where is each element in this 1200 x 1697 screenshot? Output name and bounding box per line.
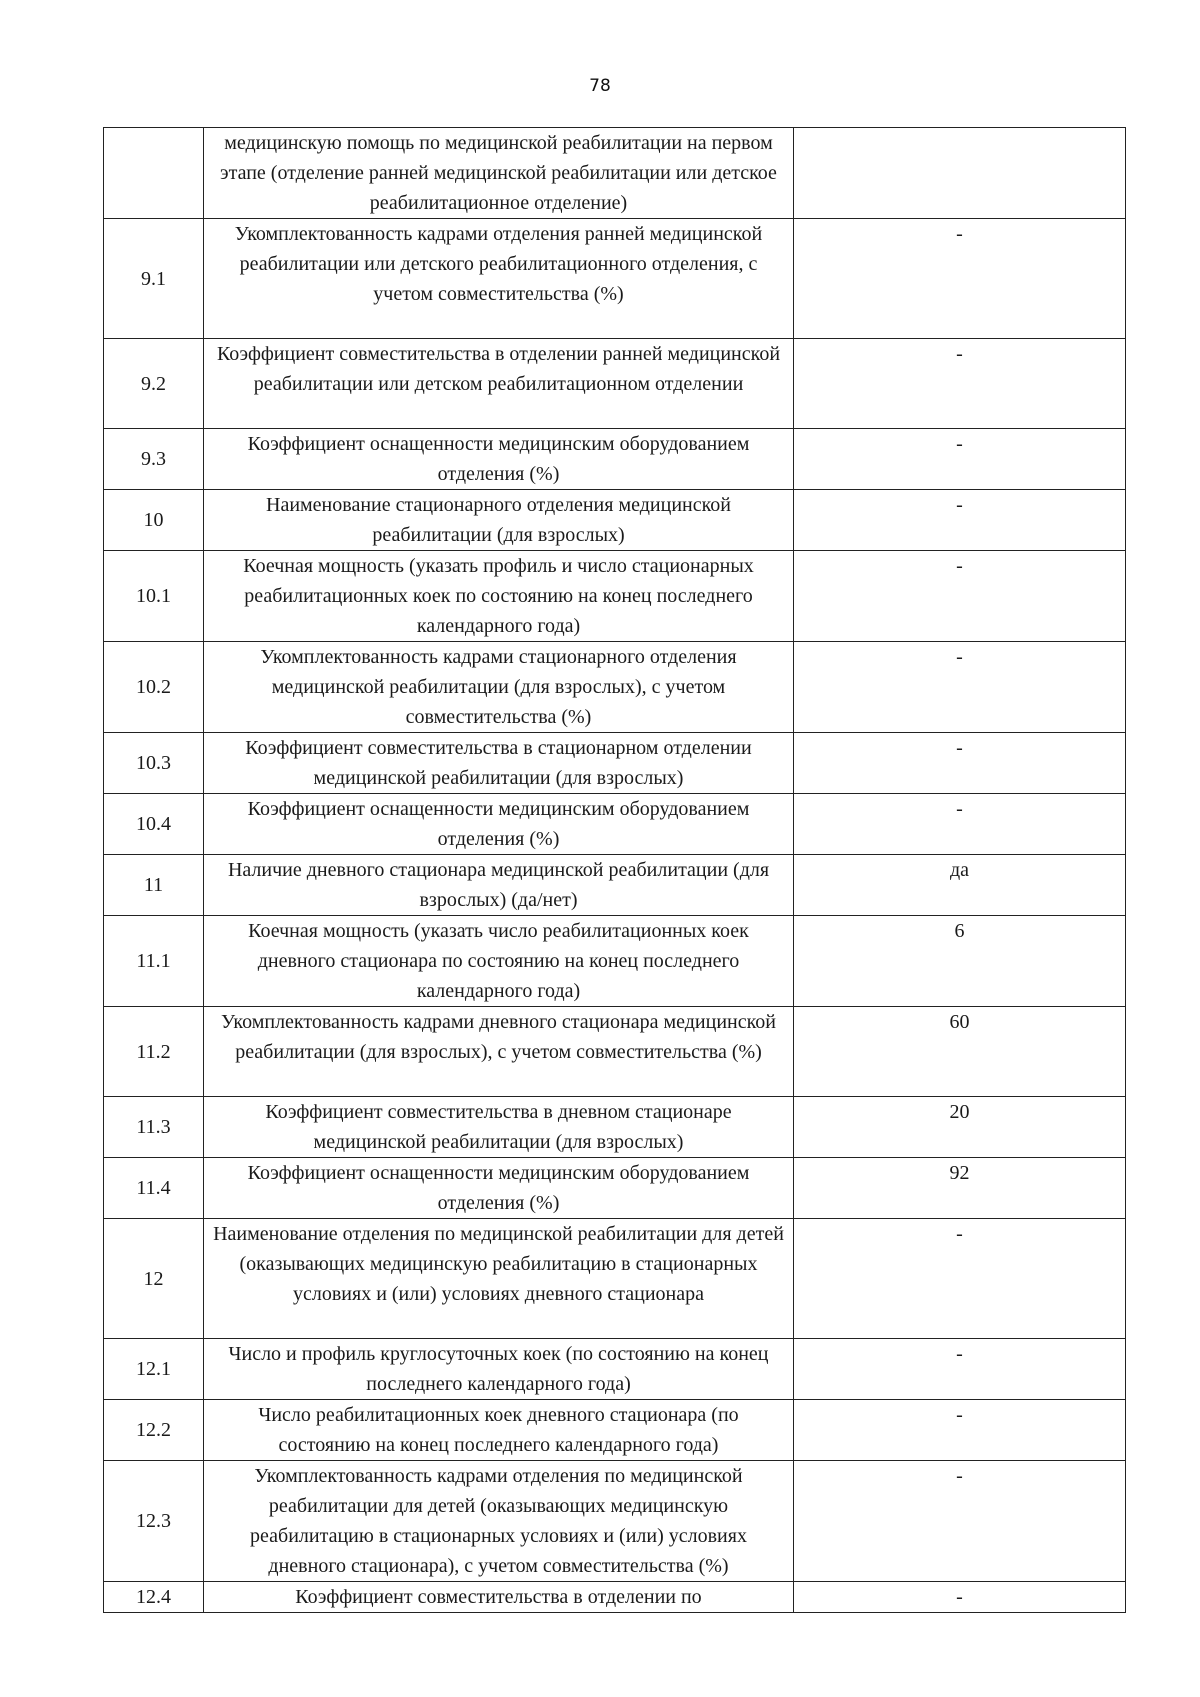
table-row	[104, 855, 1126, 916]
row-value: 60	[794, 1007, 1126, 1097]
row-number: 10	[104, 490, 204, 551]
row-value: 92	[794, 1158, 1126, 1219]
row-description: Коэффициент совместительства в отделении ранней медицинской реабилитации или детском реабилитационном отделении	[204, 339, 794, 429]
row-description: Коэффициент совместительства в дневном стационаре медицинской реабилитации (для взрослых)	[204, 1097, 794, 1158]
row-description: Коэффициент совместительства в стационарном отделении медицинской реабилитации (для взрослых)	[204, 733, 794, 794]
table-row	[104, 339, 1126, 429]
row-number: 10.3	[104, 733, 204, 794]
row-number	[104, 128, 204, 219]
row-value: -	[794, 1339, 1126, 1400]
row-description: Число реабилитационных коек дневного стационара (по состоянию на конец последнего календарного года)	[204, 1400, 794, 1461]
table-row	[104, 1219, 1126, 1339]
table-row	[104, 1582, 1126, 1613]
row-value: -	[794, 339, 1126, 429]
row-description: Коэффициент оснащенности медицинским оборудованием отделения (%)	[204, 429, 794, 490]
table-row	[104, 219, 1126, 339]
table-row	[104, 1097, 1126, 1158]
row-value: -	[794, 219, 1126, 339]
row-value: -	[794, 1400, 1126, 1461]
row-number: 12.4	[104, 1582, 204, 1613]
row-description: Укомплектованность кадрами дневного стационара медицинской реабилитации (для взрослых), с учетом совместительства (%)	[204, 1007, 794, 1097]
row-description: медицинскую помощь по медицинской реабилитации на первом этапе (отделение ранней медицинской реабилитации или детское реабилитационное отделение)	[204, 128, 794, 219]
row-description: Коэффициент оснащенности медицинским оборудованием отделения (%)	[204, 794, 794, 855]
row-number: 12.3	[104, 1461, 204, 1582]
row-number: 12.1	[104, 1339, 204, 1400]
table-row	[104, 733, 1126, 794]
row-value: -	[794, 551, 1126, 642]
table-row	[104, 916, 1126, 1007]
row-number: 11.4	[104, 1158, 204, 1219]
row-value: -	[794, 642, 1126, 733]
row-description: Укомплектованность кадрами отделения по медицинской реабилитации для детей (оказывающих медицинскую реабилитацию в стационарных условиях и (или) условиях дневного стационара), с учетом совместительства (%)	[204, 1461, 794, 1582]
row-description: Укомплектованность кадрами отделения ранней медицинской реабилитации или детского реабилитационного отделения, с учетом совместительства (%)	[204, 219, 794, 339]
row-description: Коэффициент совместительства в отделении по	[204, 1582, 794, 1613]
row-description: Наименование отделения по медицинской реабилитации для детей (оказывающих медицинскую реабилитацию в стационарных условиях и (или) условиях дневного стационара	[204, 1219, 794, 1339]
row-number: 9.3	[104, 429, 204, 490]
row-value: -	[794, 490, 1126, 551]
row-number: 11.1	[104, 916, 204, 1007]
row-value: да	[794, 855, 1126, 916]
row-number: 11.2	[104, 1007, 204, 1097]
row-number: 10.4	[104, 794, 204, 855]
row-value: -	[794, 1461, 1126, 1582]
row-number: 10.1	[104, 551, 204, 642]
indicators-table	[103, 127, 1126, 1613]
table-row	[104, 128, 1126, 219]
row-number: 9.1	[104, 219, 204, 339]
row-number: 11.3	[104, 1097, 204, 1158]
row-description: Наименование стационарного отделения медицинской реабилитации (для взрослых)	[204, 490, 794, 551]
row-number: 12.2	[104, 1400, 204, 1461]
table-row	[104, 1339, 1126, 1400]
row-number: 10.2	[104, 642, 204, 733]
row-value: -	[794, 794, 1126, 855]
page-number: 78	[589, 76, 611, 96]
row-description: Укомплектованность кадрами стационарного отделения медицинской реабилитации (для взрослых), с учетом совместительства (%)	[204, 642, 794, 733]
row-description: Коэффициент оснащенности медицинским оборудованием отделения (%)	[204, 1158, 794, 1219]
table-row	[104, 490, 1126, 551]
row-description: Коечная мощность (указать число реабилитационных коек дневного стационара по состоянию на конец последнего календарного года)	[204, 916, 794, 1007]
table-row	[104, 1461, 1126, 1582]
row-description: Наличие дневного стационара медицинской реабилитации (для взрослых) (да/нет)	[204, 855, 794, 916]
table-row	[104, 429, 1126, 490]
table-row	[104, 794, 1126, 855]
row-description: Коечная мощность (указать профиль и число стационарных реабилитационных коек по состоянию на конец последнего календарного года)	[204, 551, 794, 642]
row-value: -	[794, 733, 1126, 794]
table-row	[104, 1007, 1126, 1097]
table-row	[104, 1400, 1126, 1461]
row-number: 12	[104, 1219, 204, 1339]
row-number: 11	[104, 855, 204, 916]
table-row	[104, 551, 1126, 642]
row-number: 9.2	[104, 339, 204, 429]
row-value: -	[794, 1219, 1126, 1339]
table-row	[104, 1158, 1126, 1219]
row-description: Число и профиль круглосуточных коек (по состоянию на конец последнего календарного года)	[204, 1339, 794, 1400]
row-value: -	[794, 429, 1126, 490]
row-value: 6	[794, 916, 1126, 1007]
row-value: -	[794, 1582, 1126, 1613]
row-value: 20	[794, 1097, 1126, 1158]
row-value	[794, 128, 1126, 219]
table-row	[104, 642, 1126, 733]
